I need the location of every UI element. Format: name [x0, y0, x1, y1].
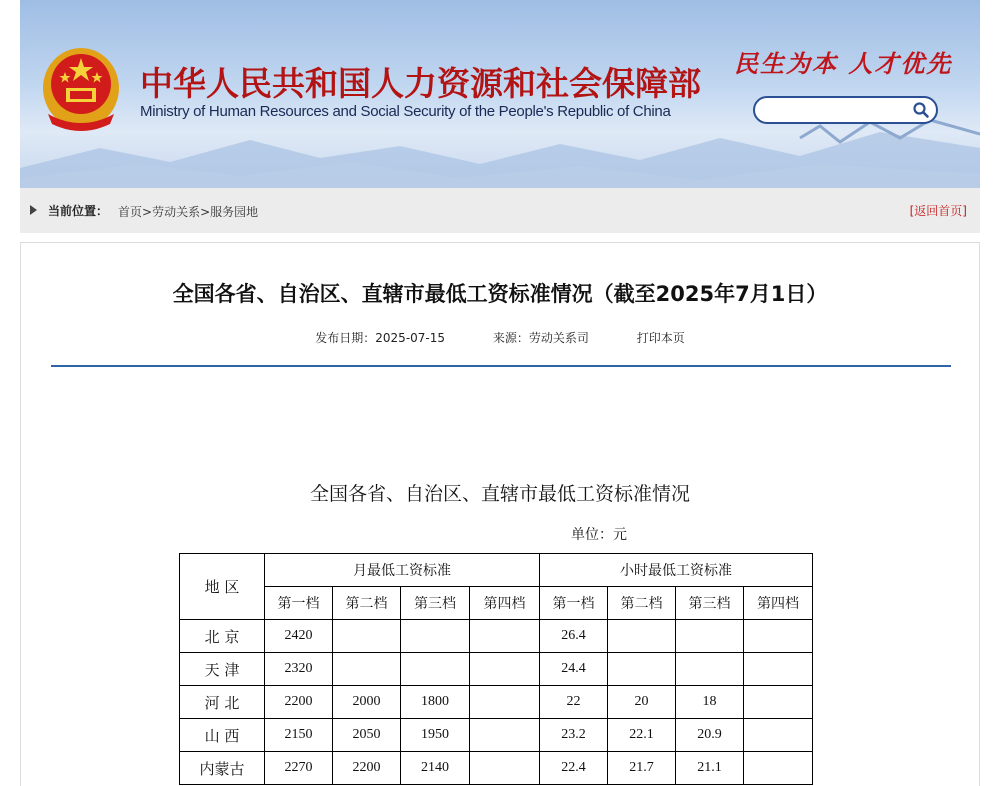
region-cell: 内蒙古	[180, 752, 265, 785]
monthly-cell: 2200	[265, 686, 333, 719]
ministry-title-en: Ministry of Human Resources and Social Security of the People's Republic of China	[140, 103, 671, 120]
hourly-cell: 21.1	[676, 752, 744, 785]
article-source: 来源：劳动关系司	[492, 331, 589, 345]
article-title: 全国各省、自治区、直辖市最低工资标准情况（截至2025年7月1日）	[172, 282, 828, 306]
monthly-cell: 2150	[265, 719, 333, 752]
table-row	[180, 686, 813, 719]
hourly-cell	[608, 653, 676, 686]
ministry-title-cn: 中华人民共和国人力资源和社会保障部	[140, 64, 701, 103]
hourly-cell	[744, 653, 813, 686]
hourly-cell	[676, 653, 744, 686]
monthly-cell: 2270	[265, 752, 333, 785]
tier-header: 第二档	[333, 587, 401, 620]
monthly-cell: 2420	[265, 620, 333, 653]
table-title: 全国各省、自治区、直辖市最低工资标准情况	[309, 483, 690, 505]
hourly-cell	[744, 686, 813, 719]
tier-header: 第四档	[470, 587, 540, 620]
region-cell: 山 西	[180, 719, 265, 752]
tier-header: 第一档	[540, 587, 608, 620]
hourly-cell	[676, 620, 744, 653]
hourly-cell: 22.4	[540, 752, 608, 785]
region-cell: 北 京	[180, 620, 265, 653]
table-row	[180, 752, 813, 785]
title-divider	[51, 365, 951, 367]
hourly-cell: 22	[540, 686, 608, 719]
great-wall-mountain-graphic	[20, 118, 980, 188]
breadcrumb-link-labor-relations[interactable]: 劳动关系	[152, 205, 201, 219]
hourly-cell: 24.4	[540, 653, 608, 686]
monthly-cell: 2000	[333, 686, 401, 719]
tier-header: 第二档	[608, 587, 676, 620]
monthly-cell	[470, 719, 540, 752]
table-row	[180, 653, 813, 686]
monthly-header: 月最低工资标准	[265, 554, 540, 587]
search-box	[753, 96, 938, 124]
hourly-cell	[744, 752, 813, 785]
arrow-right-icon	[30, 205, 37, 215]
national-emblem-icon	[40, 44, 122, 134]
monthly-cell	[333, 653, 401, 686]
hourly-cell: 26.4	[540, 620, 608, 653]
publish-date: 发布日期：2025-07-15	[315, 331, 446, 345]
breadcrumb-link-service[interactable]: 服务园地	[210, 205, 259, 219]
tier-header: 第三档	[401, 587, 470, 620]
monthly-cell	[470, 620, 540, 653]
monthly-cell	[470, 686, 540, 719]
hourly-header: 小时最低工资标准	[540, 554, 813, 587]
print-page-link[interactable]: 打印本页	[636, 331, 685, 345]
hourly-cell	[608, 620, 676, 653]
table-row	[180, 620, 813, 653]
breadcrumb-label: 当前位置：	[48, 204, 109, 218]
monthly-cell	[401, 620, 470, 653]
hourly-cell	[744, 620, 813, 653]
table-row	[180, 719, 813, 752]
monthly-cell: 2050	[333, 719, 401, 752]
hourly-cell: 23.2	[540, 719, 608, 752]
monthly-cell	[470, 653, 540, 686]
tier-header: 第三档	[676, 587, 744, 620]
hourly-cell: 21.7	[608, 752, 676, 785]
monthly-cell: 2140	[401, 752, 470, 785]
article-panel	[20, 242, 980, 786]
hourly-cell: 20	[608, 686, 676, 719]
tier-header: 第一档	[265, 587, 333, 620]
search-input[interactable]	[765, 101, 905, 119]
min-wage-table	[179, 553, 813, 785]
breadcrumb-link-home[interactable]: 首页	[118, 205, 143, 219]
monthly-cell	[401, 653, 470, 686]
table-unit: 单位：元	[571, 527, 627, 543]
header-banner	[20, 0, 980, 188]
hourly-cell	[744, 719, 813, 752]
slogan: 民生为本 人才优先	[734, 49, 953, 78]
hourly-cell: 20.9	[676, 719, 744, 752]
monthly-cell	[470, 752, 540, 785]
monthly-cell: 2320	[265, 653, 333, 686]
region-cell: 天 津	[180, 653, 265, 686]
breadcrumb-path: 首页>劳动关系>服务园地	[118, 205, 259, 219]
region-header: 地 区	[180, 554, 265, 620]
monthly-cell: 1800	[401, 686, 470, 719]
hourly-cell: 18	[676, 686, 744, 719]
monthly-cell: 2200	[333, 752, 401, 785]
monthly-cell: 1950	[401, 719, 470, 752]
hourly-cell: 22.1	[608, 719, 676, 752]
search-icon[interactable]	[912, 101, 930, 119]
region-cell: 河 北	[180, 686, 265, 719]
tier-header: 第四档	[744, 587, 813, 620]
back-home-link[interactable]: [返回首页]	[909, 204, 967, 218]
monthly-cell	[333, 620, 401, 653]
article-meta	[21, 329, 979, 346]
breadcrumb	[20, 188, 980, 233]
